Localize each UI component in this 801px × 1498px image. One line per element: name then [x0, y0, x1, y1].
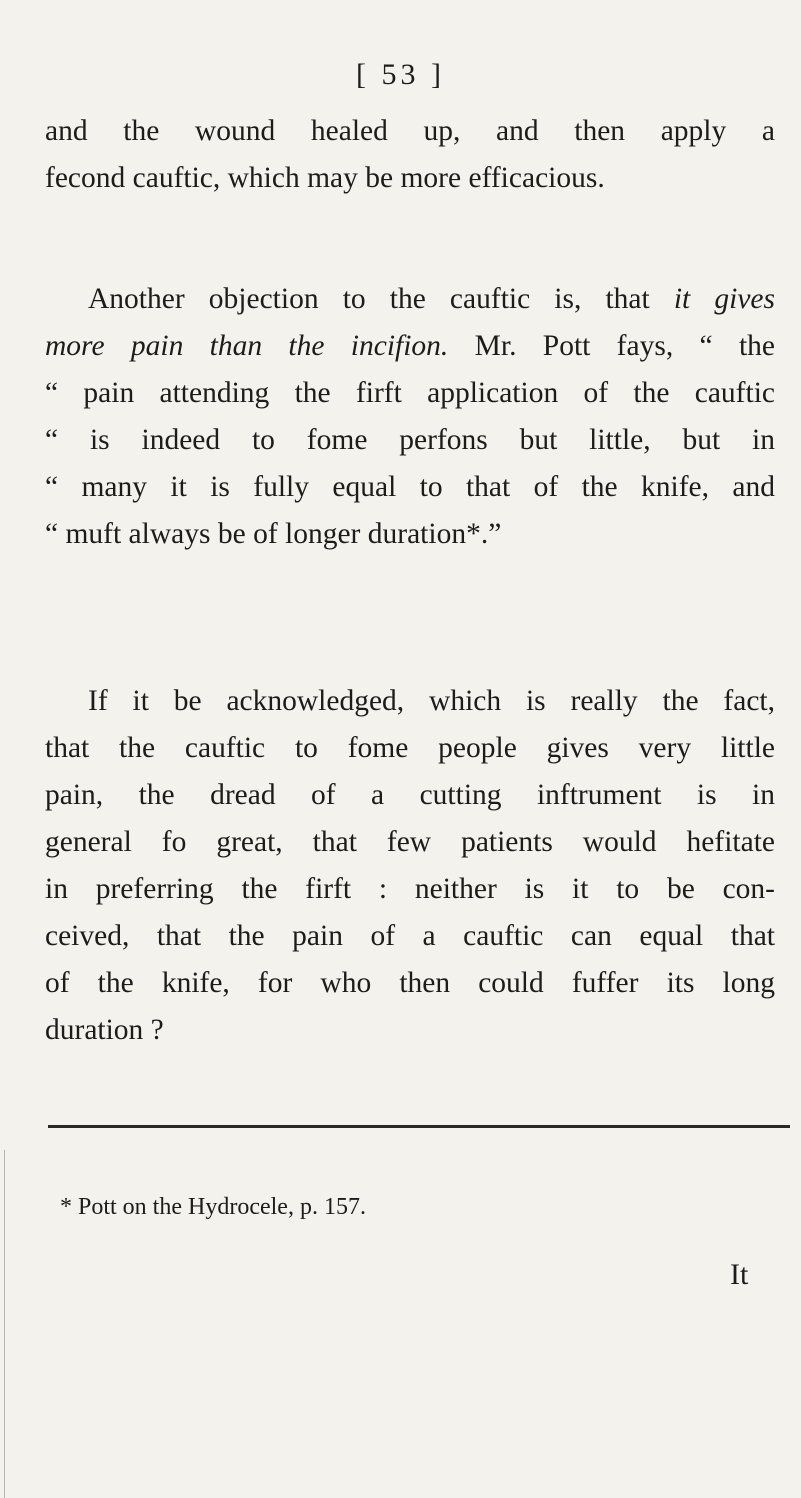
italic-segment: it gives [673, 283, 775, 315]
text-line: pain, the dread of a cutting inftrument is in [45, 779, 775, 811]
text-line: ceived, that the pain of a cauftic can equal that [45, 920, 775, 952]
text-line: duration ? [45, 1014, 164, 1046]
text-line: If it be acknowledged, which is really the fact, [88, 685, 775, 717]
paragraph-3 [45, 678, 775, 1054]
text-line: in preferring the firft : neither is it to be con- [45, 873, 775, 905]
text-segment: Another objection to the cauftic is, that [88, 283, 674, 315]
paragraph-2 [45, 276, 775, 558]
italic-segment: more pain than the incifion. [45, 330, 449, 362]
text-line [45, 323, 775, 370]
page-number: [ 53 ] [356, 58, 445, 91]
footnote: * Pott on the Hydrocele, p. 157. [60, 1194, 366, 1220]
text-line: “ is indeed to fome perfons but little, but in [45, 424, 775, 456]
text-line [45, 276, 775, 323]
text-line: “ muft always be of longer duration*.” [45, 518, 502, 550]
margin-edge [4, 1150, 5, 1498]
text-line: of the knife, for who then could fuffer its long [45, 967, 775, 999]
text-segment: Mr. Pott fays, “ the [448, 330, 775, 362]
text-line: “ many it is fully equal to that of the knife, and [45, 471, 775, 503]
text-line: “ pain attending the firft application of the cauftic [45, 377, 775, 409]
text-line: that the cauftic to fome people gives very little [45, 732, 775, 764]
text-line: fecond cauftic, which may be more efficacious. [45, 162, 605, 194]
text-line: general fo great, that few patients would hefitate [45, 826, 775, 858]
text-line: and the wound healed up, and then apply a [45, 115, 775, 147]
paragraph-1 [45, 108, 775, 202]
catchword: It [730, 1258, 749, 1291]
footnote-rule [48, 1125, 790, 1128]
